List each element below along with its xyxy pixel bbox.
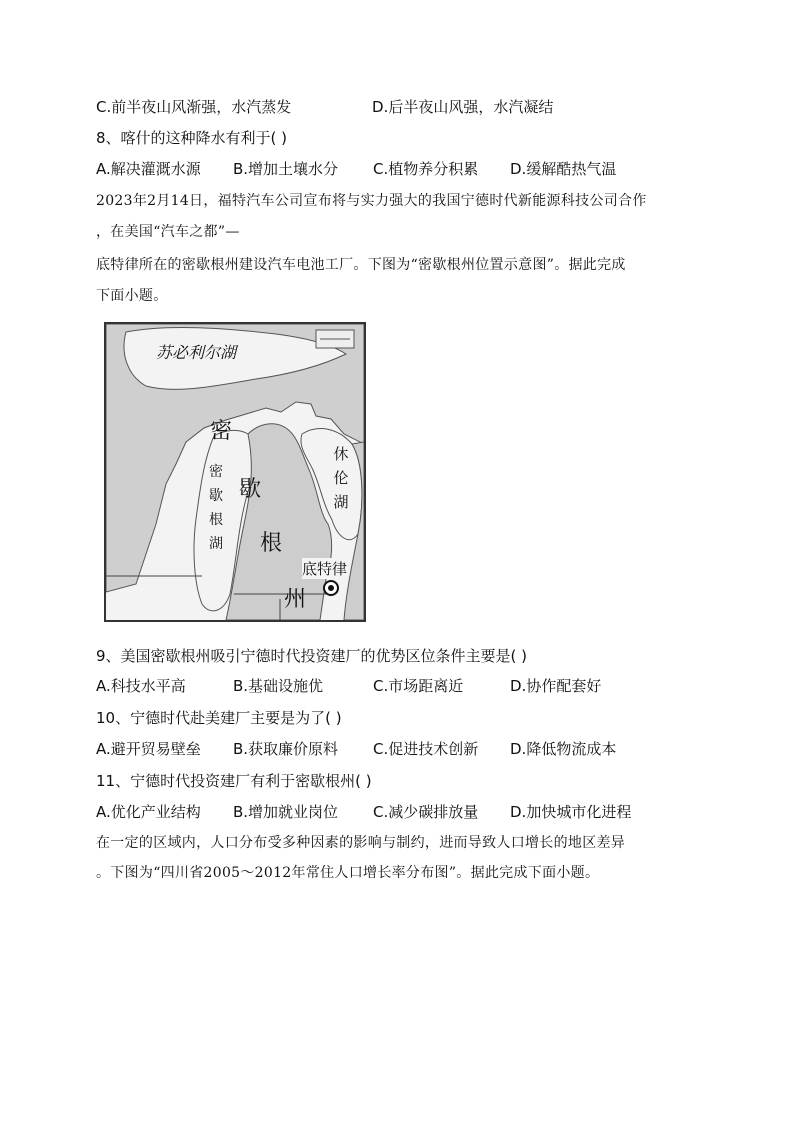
q7-option-d: D.后半夜山风强，水汽凝结 (372, 98, 554, 116)
q11-option-a: A.优化产业结构 (96, 803, 201, 821)
passage2-line2: 。下图为“四川省2005～2012年常住人口增长率分布图”。据此完成下面小题。 (96, 865, 600, 881)
label-lake-michigan-char2: 歇 (209, 488, 223, 504)
label-state-char3: 根 (260, 531, 283, 556)
q10-option-b: B.获取廉价原料 (233, 740, 339, 758)
q10-stem: 10、宁德时代赴美建厂主要是为了( ) (96, 709, 342, 727)
q8-option-c: C.植物养分积累 (373, 160, 479, 178)
q7-option-c: C.前半夜山风渐强，水汽蒸发 (96, 98, 292, 116)
label-lake-superior: 苏必利尔湖 (156, 343, 237, 362)
label-lake-huron-char3: 湖 (333, 493, 349, 511)
label-state-char1: 密 (210, 419, 233, 444)
q9-stem: 9、美国密歇根州吸引宁德时代投资建厂的优势区位条件主要是( ) (96, 647, 528, 665)
q10-option-d: D.降低物流成本 (510, 740, 617, 758)
q8-option-b: B.增加土壤水分 (233, 160, 339, 178)
passage1-line1: 2023年2月14日，福特汽车公司宣布将与实力强大的我国宁德时代新能源科技公司合作 (96, 193, 647, 209)
q10-option-c: C.促进技术创新 (373, 740, 479, 758)
label-lake-huron-char1: 休 (333, 445, 349, 463)
michigan-location-map (104, 322, 366, 622)
q8-option-a: A.解决灌溉水源 (96, 160, 201, 178)
q9-option-a: A.科技水平高 (96, 677, 186, 695)
q11-option-c: C.减少碳排放量 (373, 803, 479, 821)
passage1-line3: 底特律所在的密歇根州建设汽车电池工厂。下图为“密歇根州位置示意图”。据此完成 (96, 257, 626, 273)
label-lake-huron (332, 442, 350, 514)
label-lake-michigan-char1: 密 (209, 464, 223, 480)
q9-option-d: D.协作配套好 (510, 677, 602, 695)
q8-option-d: D.缓解酷热气温 (510, 160, 617, 178)
q9-option-c: C.市场距离近 (373, 677, 464, 695)
q11-option-b: B.增加就业岗位 (233, 803, 339, 821)
q8-stem: 8、喀什的这种降水有利于( ) (96, 129, 288, 147)
q9-option-b: B.基础设施优 (233, 677, 324, 695)
label-state-char2: 歇 (239, 477, 262, 502)
passage1-line2: ，在美国“汽车之都”— (96, 224, 240, 240)
label-lake-michigan-char3: 根 (209, 512, 223, 528)
q11-stem: 11、宁德时代投资建厂有利于密歇根州( ) (96, 772, 372, 790)
label-lake-huron-char2: 伦 (333, 469, 349, 487)
label-detroit: 底特律 (302, 560, 348, 578)
passage2-line1: 在一定的区域内，人口分布受多种因素的影响与制约，进而导致人口增长的地区差异 (96, 835, 626, 851)
q11-option-d: D.加快城市化进程 (510, 803, 632, 821)
label-lake-michigan (207, 460, 225, 556)
q10-option-a: A.避开贸易壁垒 (96, 740, 201, 758)
detroit-city-marker-icon (323, 580, 339, 596)
label-lake-michigan-char4: 湖 (209, 536, 223, 552)
label-state-char4: 州 (284, 587, 307, 612)
passage1-line4: 下面小题。 (96, 288, 168, 304)
